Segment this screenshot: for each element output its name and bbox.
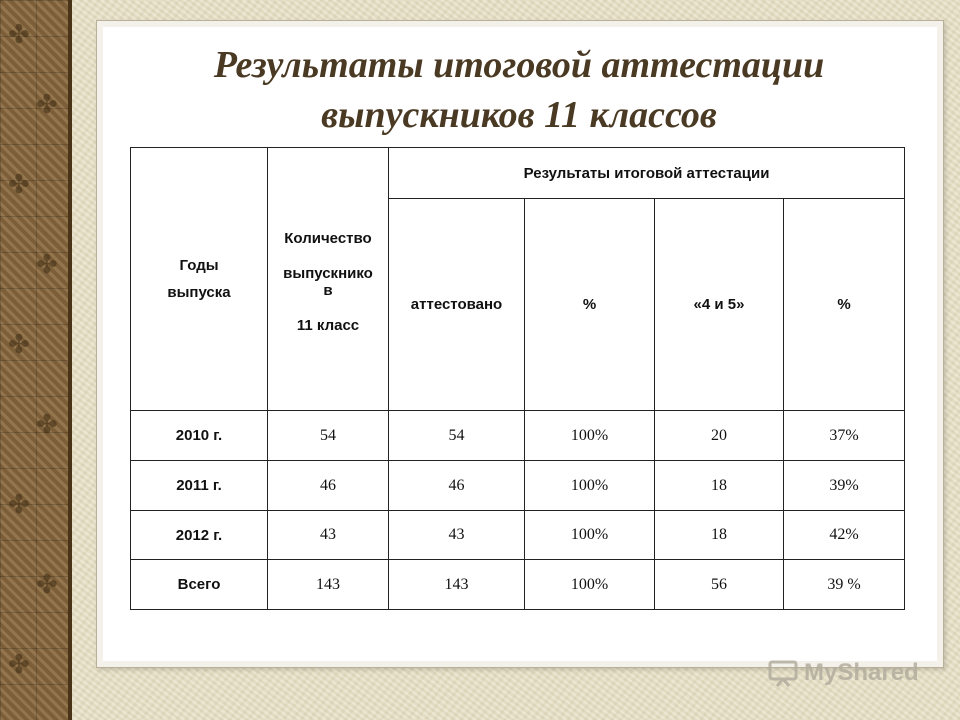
cell-year: Всего xyxy=(131,560,268,610)
cell-grades45: 18 xyxy=(655,461,784,511)
cell-pct1: 100% xyxy=(525,411,655,461)
cell-year: 2011 г. xyxy=(131,461,268,511)
ornament-icon: ✤ xyxy=(36,90,58,119)
cell-attested: 54 xyxy=(389,411,525,461)
watermark-text: MyShared xyxy=(804,659,919,686)
cell-attested: 143 xyxy=(389,560,525,610)
cell-attested: 46 xyxy=(389,461,525,511)
header-years-line2: выпуска xyxy=(167,284,231,301)
title-line-2: выпускников 11 классов xyxy=(321,94,717,136)
header-pct2: % xyxy=(784,199,905,411)
cell-pct1: 100% xyxy=(525,511,655,560)
header-results-group: Результаты итоговой аттестации xyxy=(389,148,905,199)
cell-grades45: 56 xyxy=(655,560,784,610)
table-row xyxy=(131,411,905,461)
header-pct1: % xyxy=(525,199,655,411)
decorative-left-strip xyxy=(0,0,72,720)
cell-attested: 43 xyxy=(389,511,525,560)
results-table xyxy=(130,147,905,610)
header-count xyxy=(268,148,389,411)
cell-pct2: 37% xyxy=(784,411,905,461)
cell-pct1: 100% xyxy=(525,461,655,511)
cell-count: 43 xyxy=(268,511,389,560)
cell-year: 2010 г. xyxy=(131,411,268,461)
slide-title xyxy=(96,40,942,140)
table-row xyxy=(131,511,905,560)
header-count-line3: в xyxy=(323,282,333,299)
cell-year: 2012 г. xyxy=(131,511,268,560)
cell-pct2: 39% xyxy=(784,461,905,511)
ornament-icon: ✤ xyxy=(8,170,30,199)
ornament-icon: ✤ xyxy=(8,650,30,679)
header-years xyxy=(131,148,268,411)
header-count-line2: выпускнико xyxy=(283,265,373,282)
cell-pct2: 39 % xyxy=(784,560,905,610)
cell-pct2: 42% xyxy=(784,511,905,560)
header-years-line1: Годы xyxy=(179,257,219,274)
cell-count: 46 xyxy=(268,461,389,511)
ornament-icon: ✤ xyxy=(36,410,58,439)
cell-grades45: 20 xyxy=(655,411,784,461)
ornament-icon: ✤ xyxy=(36,250,58,279)
cell-pct1: 100% xyxy=(525,560,655,610)
header-attested: аттестовано xyxy=(389,199,525,411)
ornament-icon: ✤ xyxy=(36,570,58,599)
cell-count: 54 xyxy=(268,411,389,461)
header-grades45: «4 и 5» xyxy=(655,199,784,411)
ornament-icon: ✤ xyxy=(8,330,30,359)
table-row xyxy=(131,461,905,511)
cell-grades45: 18 xyxy=(655,511,784,560)
watermark xyxy=(768,656,919,690)
header-count-line4: 11 класс xyxy=(296,317,360,334)
presentation-board-icon xyxy=(768,659,798,687)
cell-count: 143 xyxy=(268,560,389,610)
header-count-line1: Количество xyxy=(284,230,372,247)
ornament-icon: ✤ xyxy=(8,490,30,519)
ornament-icon: ✤ xyxy=(8,20,30,49)
title-line-1: Результаты итоговой аттестации xyxy=(213,44,825,86)
table-row-total xyxy=(131,560,905,610)
